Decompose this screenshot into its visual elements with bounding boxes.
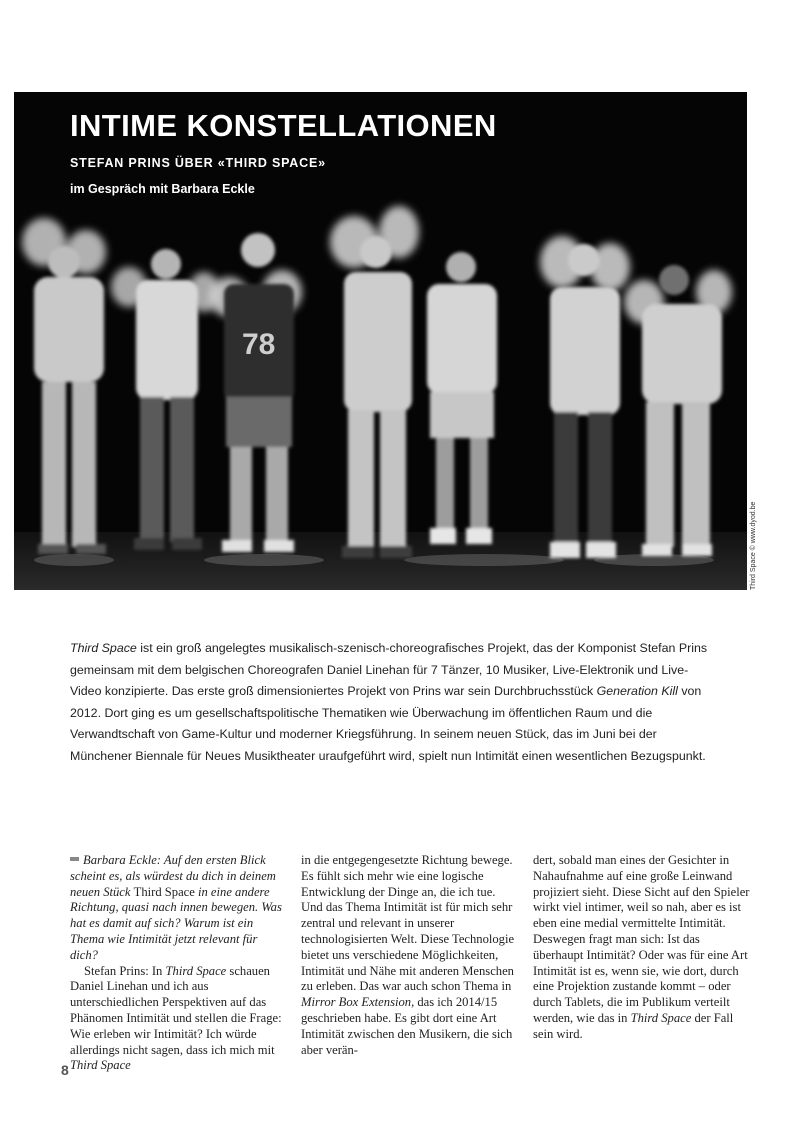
question-text-2: in eine andere Richtung, quasi nach innen bewegen. Was hat es damit auf sich? Warum ist ein Thema wie Intimität jetzt relevant für dich? bbox=[70, 884, 282, 962]
col3-text-1: dert, sobald man eines der Gesichter in Nahaufnahme auf eine große Leinwand projiziert sieht. Diese Sicht auf den Spieler wirkt viel intimer, weil so nah, aber es ist eben eine medial vermittelte Intimität. Deswegen fragt man sich: Ist das überhaupt Intimität? Oder was für eine Art Intimität ist es, wenn sie, wie dort, durch eine Projektion zustande kommt – oder durch Tablets, die im Publikum verteilt werden, wie das in bbox=[533, 853, 750, 1025]
question-text-1: Barbara Eckle: Auf den ersten Blick scheint es, als würdest du dich in deinem neuen Stück bbox=[70, 853, 276, 899]
column-3 bbox=[533, 853, 753, 1043]
column-1 bbox=[70, 853, 284, 1074]
intro-paragraph bbox=[70, 638, 710, 767]
page-number: 8 bbox=[61, 1062, 69, 1078]
intro-italic-work: Generation Kill bbox=[596, 684, 678, 698]
jersey-number: 78 bbox=[242, 328, 276, 361]
col3-italic: Third Space bbox=[630, 1010, 692, 1025]
answer-italic-2: Third Space bbox=[70, 1058, 131, 1073]
answer-italic-1: Third Space bbox=[165, 963, 227, 978]
interview-question bbox=[70, 853, 284, 964]
intro-italic-title: Third Space bbox=[70, 641, 137, 655]
question-marker-icon bbox=[70, 857, 79, 861]
answer-paragraph-1 bbox=[70, 964, 284, 1075]
hero-photo bbox=[14, 92, 747, 590]
photo-credit: Third Space © www.dyod.be bbox=[750, 501, 757, 590]
page-subtitle: STEFAN PRINS ÜBER «THIRD SPACE» bbox=[70, 156, 326, 170]
answer-text-2: schauen Daniel Linehan und ich aus unterschiedlichen Perspektiven auf das Phänomen Intimität und stellen die Frage: Wie erleben wir Intimität? Ich würde allerdings nicht sagen, dass ich mich mit bbox=[70, 963, 282, 1057]
intro-text-2: von 2012. Dort ging es um gesellschaftspolitische Thematiken wie Überwachung im öffentlichen Raum und die Verwandtschaft von Game-Kultur und moderner Kriegsführung. In seinem neuen Stück, das im Juni bei der Münchener Biennale für Neues Musiktheater uraufgeführt wird, spielt nun Intimität einen wesentlichen Bezugspunkt. bbox=[70, 684, 706, 763]
col3-text-2: der Fall sein wird. bbox=[533, 1010, 734, 1041]
intro-text-1: ist ein groß angelegtes musikalisch-szenisch-choreografisches Projekt, das der Komponist Stefan Prins gemeinsam mit dem belgischen Choreografen Daniel Linehan für 7 Tänzer, 10 Musiker, Live-Elektronik und Live-Video konzipierte. Das erste groß dimensioniertes Projekt von Prins war sein Durchbruchsstück bbox=[70, 641, 708, 698]
column-3-text bbox=[533, 853, 753, 1043]
column-2 bbox=[301, 853, 519, 1058]
question-title: Third Space bbox=[133, 884, 195, 899]
page-title: INTIME KONSTELLATIONEN bbox=[70, 108, 497, 143]
col2-italic: Mirror Box Extension bbox=[301, 995, 412, 1010]
byline: im Gespräch mit Barbara Eckle bbox=[70, 182, 255, 196]
answer-text-1: Stefan Prins: In bbox=[84, 963, 166, 978]
column-2-text bbox=[301, 853, 519, 1058]
col2-text-1: in die entgegengesetzte Richtung bewege. Es fühlt sich mehr wie eine logische Entwicklung der Dinge an, die ich tue. Und das Thema Intimität ist für mich sehr zentral und relevant in unserer technologisierten Welt. Diese Technologie bietet uns verschiedene Möglichkeiten, Intimität und Nähe mit anderen Menschen zu erleben. Das war auch schon Thema in bbox=[301, 853, 515, 994]
col2-text-2: , das ich 2014/15 geschrieben habe. Es gibt dort eine Art Intimität zwischen den Musikern, die sich aber verän- bbox=[301, 995, 513, 1057]
